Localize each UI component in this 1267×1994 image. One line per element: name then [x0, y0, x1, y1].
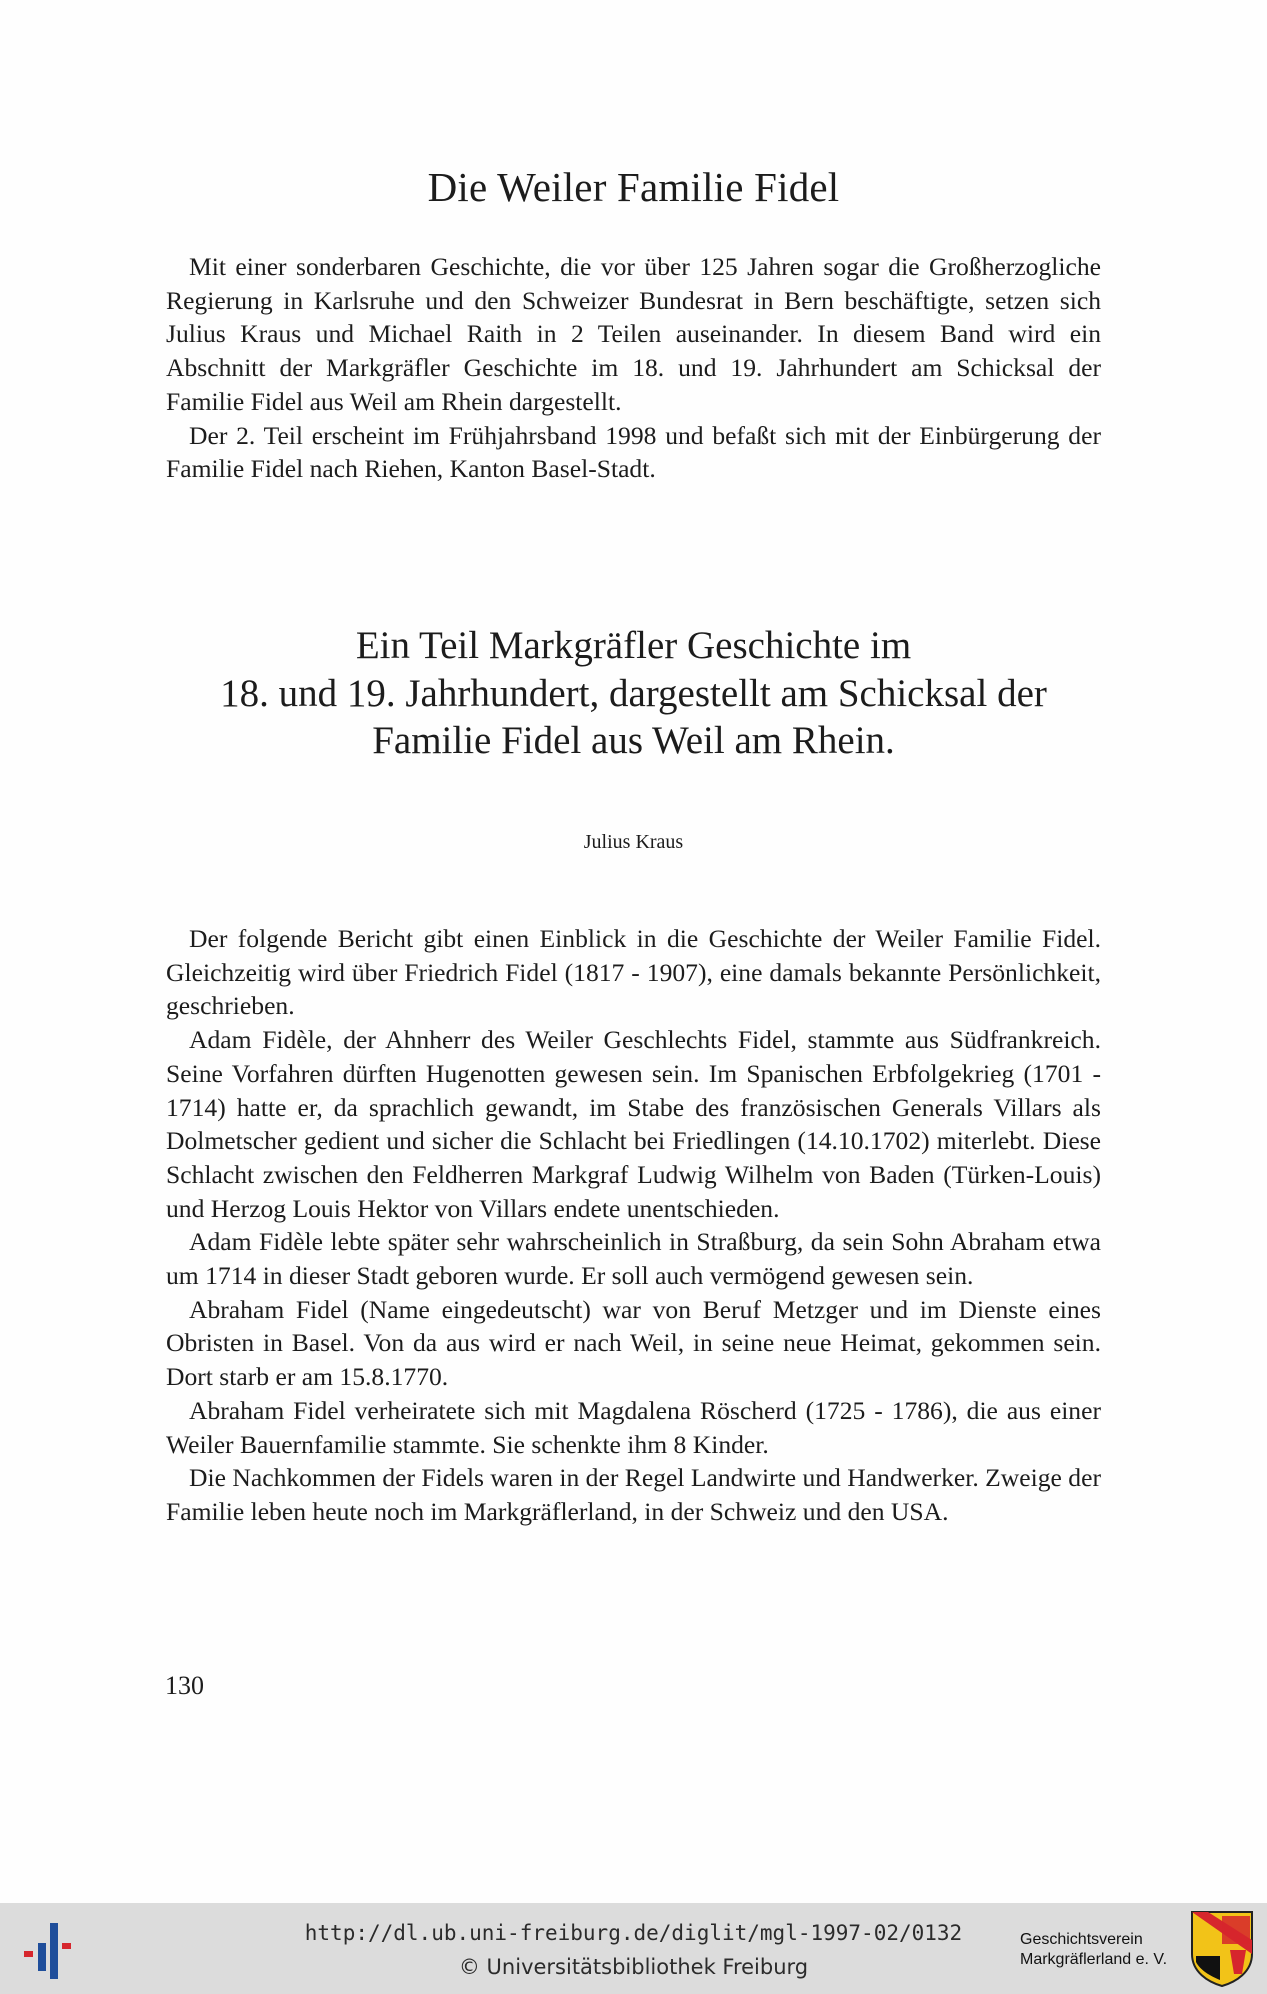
- page-number: 130: [165, 1671, 204, 1700]
- intro-paragraph: Mit einer sonderbaren Geschichte, die vor über 125 Jahren sogar die Großherzogliche Regierung in Karlsruhe und den Schweizer Bundesrat in Bern beschäftigte, setzen sich Julius Kraus und Michael Raith in 2 Teilen auseinander. In diesem Band wird ein Abschnitt der Markgräfler Geschichte im 18. und 19. Jahrhundert am Schicksal der Familie Fidel aus Weil am Rhein dargestellt.: [166, 252, 1101, 416]
- article-title: Die Weiler Familie Fidel: [427, 164, 840, 210]
- footer-copyright: © Universitätsbibliothek Freiburg: [458, 1955, 809, 1979]
- body-paragraph: Adam Fidèle lebte später sehr wahrscheinlich in Straßburg, da sein Sohn Abraham etwa um 1714 in dieser Stadt geboren wurde. Er soll auch vermögend gewesen sein.: [166, 1227, 1101, 1291]
- subtitle-line: 18. und 19. Jahrhundert, dargestellt am Schicksal der: [220, 671, 1047, 715]
- body-paragraph: Abraham Fidel (Name eingedeutscht) war von Beruf Metzger und im Dienste eines Obristen in Basel. Von da aus wird er nach Weil, in seine neue Heimat, gekommen sein. Dort starb er am 15.8.1770.: [166, 1294, 1101, 1392]
- body-paragraph: Der folgende Bericht gibt einen Einblick in die Geschichte der Weiler Familie Fidel. Gleichzeitig wird über Friedrich Fidel (1817 - 1907), eine damals bekannte Persönlichkeit, geschrieben.: [166, 924, 1101, 1021]
- subtitle-line: Familie Fidel aus Weil am Rhein.: [372, 719, 895, 762]
- body-paragraph: Adam Fidèle, der Ahnherr des Weiler Geschlechts Fidel, stammte aus Südfrankreich. Seine Vorfahren dürften Hugenotten gewesen sein. Im Spanischen Erbfolgekrieg (1701 - 1714) hatte er, da sprachlich gewandt, im Stabe des französischen Generals Villars als Dolmetscher gedient und sicher die Schlacht bei Friedlingen (14.10.1702) miterlebt. Diese Schlacht zwischen den Feldherren Markgraf Ludwig Wilhelm von Baden (Türken-Louis) und Herzog Louis Hektor von Villars endete unentschieden.: [166, 1025, 1101, 1223]
- intro-text: [166, 250, 1101, 486]
- article-subtitle: [120, 622, 1147, 765]
- body-paragraph: Abraham Fidel verheiratete sich mit Magdalena Röscherd (1725 - 1786), die aus einer Weiler Bauernfamilie stammte. Sie schenkte ihm 8 Kinder.: [166, 1395, 1101, 1459]
- intro-paragraph: Der 2. Teil erscheint im Frühjahrsband 1998 und befaßt sich mit der Einbürgerung der Familie Fidel nach Riehen, Kanton Basel-Stadt.: [166, 420, 1101, 484]
- coat-of-arms-icon: [1190, 1910, 1254, 1988]
- society-name-line: Geschichtsverein: [1020, 1931, 1143, 1948]
- subtitle-line: Ein Teil Markgräfler Geschichte im: [355, 624, 912, 667]
- body-text: [166, 922, 1101, 1529]
- society-name-line: Markgräflerland e. V.: [1020, 1951, 1168, 1968]
- society-name: [1020, 1930, 1167, 1970]
- author-name: Julius Kraus: [583, 831, 684, 853]
- footer-bar: [0, 1903, 1267, 1994]
- footer-url-link[interactable]: http://dl.ub.uni-freiburg.de/diglit/mgl-1997-02/0132: [304, 1921, 963, 1945]
- body-paragraph: Die Nachkommen der Fidels waren in der Regel Landwirte und Handwerker. Zweige der Familie leben heute noch im Markgräflerland, in der Schweiz und den USA.: [166, 1463, 1101, 1526]
